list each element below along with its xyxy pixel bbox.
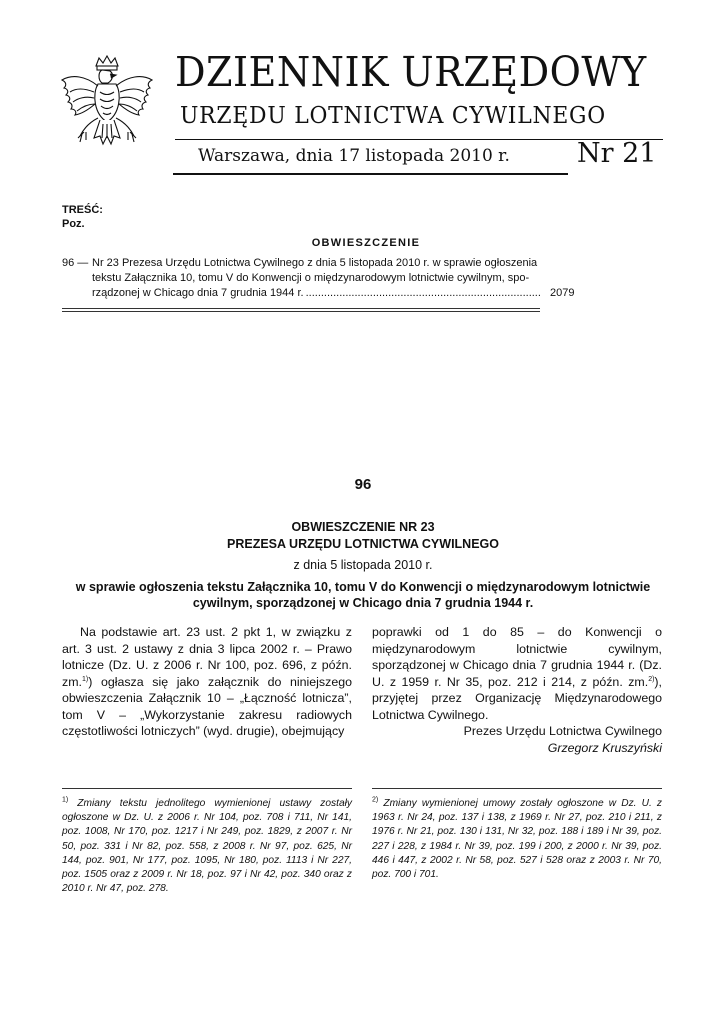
toc-section-title: OBWIESZCZENIE [311, 237, 421, 249]
issue-dateline: Warszawa, dnia 17 listopada 2010 r. [198, 146, 510, 166]
signature-title: Prezes Urzędu Lotnictwa Cywilnego [463, 724, 662, 738]
footnote-marker: 2) [372, 796, 379, 804]
footnote-1 [62, 797, 352, 896]
footnote-text: Zmiany tekstu jednolitego wymienionej ustawy zostały ogłoszone w Dz. U. z 2006 r. Nr 104, poz. 708 i 711, Nr 141, poz. 1008, Nr 170, poz. 1217 i Nr 249, poz. 1829, z 2007 r. Nr 50, poz. 331 i Nr 82, poz. 558, z 2008 r. Nr 97, poz. 625, Nr 144, poz. 901, Nr 177, poz. 1095, Nr 180, poz. 1113 i Nr 227, poz. 1505 oraz z 2009 r. Nr 18, poz. 97 i Nr 42, poz. 340 oraz z 2010 r. Nr 47, poz. 278. [62, 798, 352, 895]
toc-label: TREŚĆ: [62, 204, 103, 216]
body-text: ) ogłasza się jako załącznik do niniejszego obwieszczenia Załącznik 10 – „Łączność lotnicza”, tom V – „Wykorzystanie zakresu radiowych częstotliwości lotniczych” (wyd. drugie), obejmujący [62, 674, 352, 738]
header-rule-bottom [173, 173, 568, 175]
body-text: ), przyjętej przez Organizację Międzynarodowego Lotnictwa Cywilnego. [372, 674, 662, 722]
position-number: 96 [354, 476, 372, 493]
act-date: z dnia 5 listopada 2010 r. [293, 558, 433, 572]
act-heading: PREZESA URZĘDU LOTNICTWA CYWILNEGO [227, 537, 499, 551]
act-heading: OBWIESZCZENIE NR 23 [291, 520, 435, 534]
polish-eagle-emblem [58, 52, 156, 160]
toc-entry-line [92, 286, 540, 302]
toc-leader-dots [306, 286, 540, 302]
body-column-left [62, 624, 352, 740]
toc-entry-line-text: rządzonej w Chicago dnia 7 grudnia 1944 r. [92, 287, 304, 299]
body-text: poprawki od 1 do 85 – do Konwencji o międzynarodowym lotnictwie cywilnym, sporządzonej w Chicago dnia 7 grudnia 1944 r. (Dz. U. z 1959 r. Nr 35, poz. 212 i 214, z późn. zm. [372, 625, 662, 689]
toc-entry-line: tekstu Załącznika 10, tomu V do Konwencji o międzynarodowym lotnictwie cywilnym, spo- [92, 272, 530, 284]
body-column-right [372, 624, 662, 723]
journal-subtitle: URZĘDU LOTNICTWA CYWILNEGO [180, 103, 606, 129]
toc-entry-number: 96 — [62, 257, 89, 269]
footnote-2 [372, 797, 662, 882]
footnote-marker: 1) [62, 796, 69, 804]
footnote-separator [372, 788, 662, 789]
act-subject: cywilnym, sporządzonej w Chicago dnia 7 grudnia 1944 r. [192, 596, 534, 610]
toc-entry-page: 2079 [550, 287, 575, 299]
footnote-separator [62, 788, 352, 789]
footnote-ref[interactable]: 1) [81, 675, 89, 683]
body-text: Na podstawie art. 23 ust. 2 pkt 1, w związku z art. 3 ust. 2 ustawy z dnia 3 lipca 2002 r. – Prawo lotnicze (Dz. U. z 2006 r. Nr 100, poz. 696, z późn. zm. [62, 625, 352, 689]
issue-number: Nr 21 [577, 138, 657, 169]
footnote-ref[interactable]: 2) [648, 675, 655, 683]
toc-entry-line: Nr 23 Prezesa Urzędu Lotnictwa Cywilnego z dnia 5 listopada 2010 r. w sprawie ogłoszenia [92, 257, 538, 269]
toc-rule [62, 308, 540, 309]
signature-name: Grzegorz Kruszyński [547, 741, 662, 755]
toc-pos-label: Poz. [62, 218, 85, 230]
toc-rule [62, 311, 540, 312]
eagle-icon [58, 52, 156, 160]
act-subject: w sprawie ogłoszenia tekstu Załącznika 10, tomu V do Konwencji o międzynarodowym lotnictwie [75, 580, 651, 594]
journal-title: DZIENNIK URZĘDOWY [175, 48, 647, 96]
footnote-text: Zmiany wymienionej umowy zostały ogłoszone w Dz. U. z 1963 r. Nr 24, poz. 137 i 138, z 1969 r. Nr 27, poz. 210 i 211, z 1976 r. Nr 21, poz. 130 i 131, Nr 32, poz. 188 i 189 i Nr 39, poz. 227 i 228, z 1984 r. Nr 39, poz. 199 i 200, z 2000 r. Nr 39, poz. 446 i 447, z 2002 r. Nr 58, poz. 527 i 528 oraz z 2003 r. Nr 70, poz. 700 i 701. [372, 798, 662, 881]
